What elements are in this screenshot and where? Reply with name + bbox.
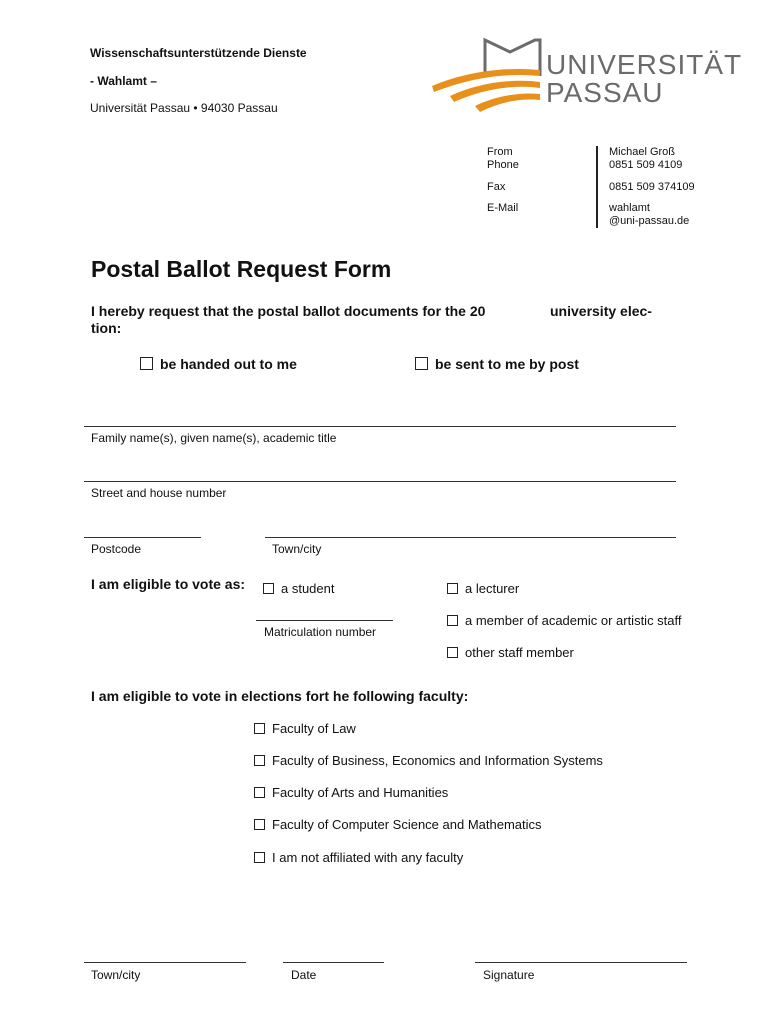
name-field-line[interactable] (84, 426, 676, 427)
delivery-option-post[interactable] (415, 356, 579, 372)
logo-text-line1: UNIVERSITÄT (546, 49, 743, 80)
delivery-option-handout[interactable] (140, 356, 297, 372)
intro-text-part3: tion: (91, 320, 122, 336)
town-field-line[interactable] (265, 537, 676, 538)
computer-science-label: Faculty of Computer Science and Mathematics (272, 817, 542, 832)
postal-address: Universität Passau • 94030 Passau (90, 101, 278, 115)
matriculation-field-label: Matriculation number (264, 625, 377, 639)
faculty-heading: I am eligible to vote in elections fort he following faculty: (91, 688, 469, 704)
contact-email-line2: @uni-passau.de (609, 215, 690, 227)
computer-science-checkbox[interactable] (254, 819, 265, 830)
department-name: Wissenschaftsunterstützende Dienste (90, 46, 307, 60)
student-label: a student (281, 581, 335, 596)
student-checkbox[interactable] (263, 583, 274, 594)
contact-email-line1: wahlamt (609, 202, 650, 214)
status-option-other-staff[interactable] (447, 645, 574, 660)
contact-divider (596, 146, 598, 228)
email-label: E-Mail (487, 202, 519, 214)
lecturer-checkbox[interactable] (447, 583, 458, 594)
university-logo (430, 36, 743, 112)
postcode-field-label: Postcode (91, 542, 142, 556)
phone-label: Phone (487, 159, 519, 171)
intro-text-part1: I hereby request that the postal ballot documents for the 20 (91, 303, 486, 319)
business-label: Faculty of Business, Economics and Information Systems (272, 753, 603, 768)
faculty-option-computer-science[interactable] (254, 817, 542, 832)
status-option-lecturer[interactable] (447, 581, 519, 596)
arts-checkbox[interactable] (254, 787, 265, 798)
faculty-option-business[interactable] (254, 753, 603, 768)
sign-town-label: Town/city (91, 968, 141, 982)
post-label: be sent to me by post (435, 356, 579, 372)
academic-staff-checkbox[interactable] (447, 615, 458, 626)
fax-label: Fax (487, 181, 506, 193)
post-checkbox[interactable] (415, 357, 428, 370)
logo-text-line2: PASSAU (546, 77, 664, 108)
law-label: Faculty of Law (272, 721, 356, 736)
academic-staff-label: a member of academic or artistic staff (465, 613, 682, 628)
faculty-option-law[interactable] (254, 721, 356, 736)
postcode-field-line[interactable] (84, 537, 201, 538)
faculty-option-arts[interactable] (254, 785, 448, 800)
handout-label: be handed out to me (160, 356, 297, 372)
no-faculty-label: I am not affiliated with any faculty (272, 850, 464, 865)
from-label: From (487, 146, 513, 158)
status-option-academic-staff[interactable] (447, 613, 682, 628)
sign-date-line[interactable] (283, 962, 384, 963)
arts-label: Faculty of Arts and Humanities (272, 785, 449, 800)
business-checkbox[interactable] (254, 755, 265, 766)
intro-text-part2: university elec- (550, 303, 652, 319)
status-option-student[interactable] (263, 581, 335, 596)
sign-date-label: Date (291, 968, 317, 982)
lecturer-label: a lecturer (465, 581, 520, 596)
university-logo-mark (430, 36, 550, 112)
contact-phone: 0851 509 4109 (609, 159, 683, 171)
name-field-label: Family name(s), given name(s), academic title (91, 431, 337, 445)
town-field-label: Town/city (272, 542, 322, 556)
signature-label: Signature (483, 968, 535, 982)
eligible-label: I am eligible to vote as: (91, 576, 246, 592)
no-faculty-checkbox[interactable] (254, 852, 265, 863)
contact-name: Michael Groß (609, 146, 676, 158)
matriculation-field-line[interactable] (256, 620, 393, 621)
faculty-option-none[interactable] (254, 850, 463, 865)
other-staff-label: other staff member (465, 645, 574, 660)
office-name: - Wahlamt – (90, 74, 157, 88)
street-field-line[interactable] (84, 481, 676, 482)
form-title: Postal Ballot Request Form (91, 256, 392, 282)
street-field-label: Street and house number (91, 486, 227, 500)
signature-line[interactable] (475, 962, 687, 963)
sign-town-line[interactable] (84, 962, 246, 963)
contact-fax: 0851 509 374109 (609, 181, 695, 193)
other-staff-checkbox[interactable] (447, 647, 458, 658)
law-checkbox[interactable] (254, 723, 265, 734)
handout-checkbox[interactable] (140, 357, 153, 370)
